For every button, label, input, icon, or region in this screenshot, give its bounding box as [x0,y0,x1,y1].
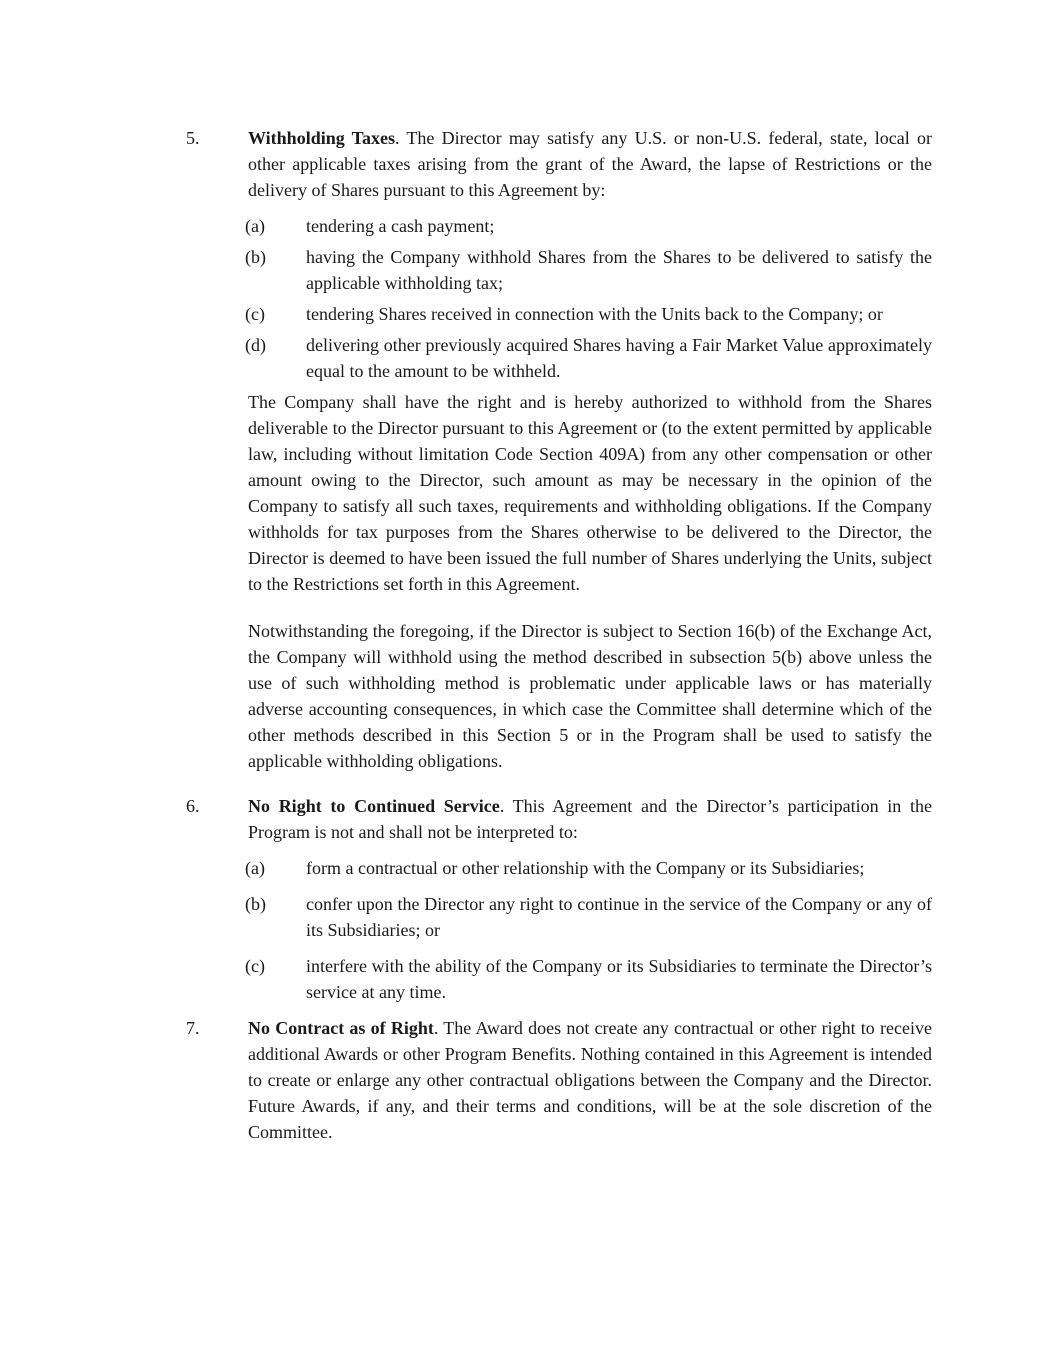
paragraph: The Company shall have the right and is hereby authorized to withhold from the Shares deliverable to the Director pursuant to this Agreement or (to the extent permitted by applicable law, including without limitation Code Section 409A) from any other compensation or other amount owing to the Director, such amount as may be necessary in the opinion of the Company to satisfy all such taxes, requirements and withholding obligations. If the Company withholds for tax purposes from the Shares otherwise to be delivered to the Director, the Director is deemed to have been issued the full number of Shares underlying the Units, subject to the Restrictions set forth in this Agreement. [248,392,932,594]
list-item-letter: (c) [245,304,265,324]
list-item [245,855,932,881]
list-item-letter: (c) [245,956,265,976]
list-item [245,244,932,296]
list-item-text: tendering a cash payment; [306,216,495,236]
list-item-text: delivering other previously acquired Shares having a Fair Market Value approximately equal to the amount to be withheld. [306,335,932,381]
list-item-letter: (a) [245,858,265,878]
section-lead [248,1015,932,1145]
section-number: 6. [186,796,200,816]
list-item-letter: (a) [245,216,265,236]
section-5 [186,125,932,774]
section-6 [186,793,932,1005]
paragraph: Notwithstanding the foregoing, if the Director is subject to Section 16(b) of the Exchange Act, the Company will withhold using the method described in subsection 5(b) above unless the use of such withholding method is problematic under applicable laws or has materially adverse accounting consequences, in which case the Committee shall determine which of the other methods described in this Section 5 or in the Program shall be used to satisfy the applicable withholding obligations. [248,621,932,771]
list-item-text: confer upon the Director any right to continue in the service of the Company or any of its Subsidiaries; or [306,894,932,940]
list-item [245,953,932,1005]
list-item-letter: (b) [245,894,266,914]
list-item-text: having the Company withhold Shares from the Shares to be delivered to satisfy the applicable withholding tax; [306,247,932,293]
list-item-text: form a contractual or other relationship with the Company or its Subsidiaries; [306,858,865,878]
list-item-letter: (b) [245,247,266,267]
list-item [245,891,932,943]
list-item-letter: (d) [245,335,266,355]
list-item-text: interfere with the ability of the Company or its Subsidiaries to terminate the Director’s service at any time. [306,956,932,1002]
list-item [245,301,932,327]
section-number: 7. [186,1018,200,1038]
list-item [245,213,932,239]
list-item-text: tendering Shares received in connection with the Units back to the Company; or [306,304,883,324]
section-lead-text: . The Director may satisfy any U.S. or non-U.S. federal, state, local or other applicable taxes arising from the grant of the Award, the lapse of Restrictions or the delivery of Shares pursuant to this Agreement by: [248,128,932,200]
section-lead [248,793,932,845]
section-title: No Right to Continued Service [248,796,500,816]
section-title: No Contract as of Right [248,1018,434,1038]
section-title: Withholding Taxes [248,128,395,148]
section-lead-text: . The Award does not create any contractual or other right to receive additional Awards or other Program Benefits. Nothing contained in this Agreement is intended to create or enlarge any other contractual obligations between the Company and the Director. Future Awards, if any, and their terms and conditions, will be at the sole discretion of the Committee. [248,1018,932,1142]
section-7 [186,1015,932,1145]
section-number: 5. [186,128,200,148]
list-item [245,332,932,384]
section-lead-text: . This Agreement and the Director’s participation in the Program is not and shall not be interpreted to: [248,796,932,842]
section-lead [248,125,932,203]
